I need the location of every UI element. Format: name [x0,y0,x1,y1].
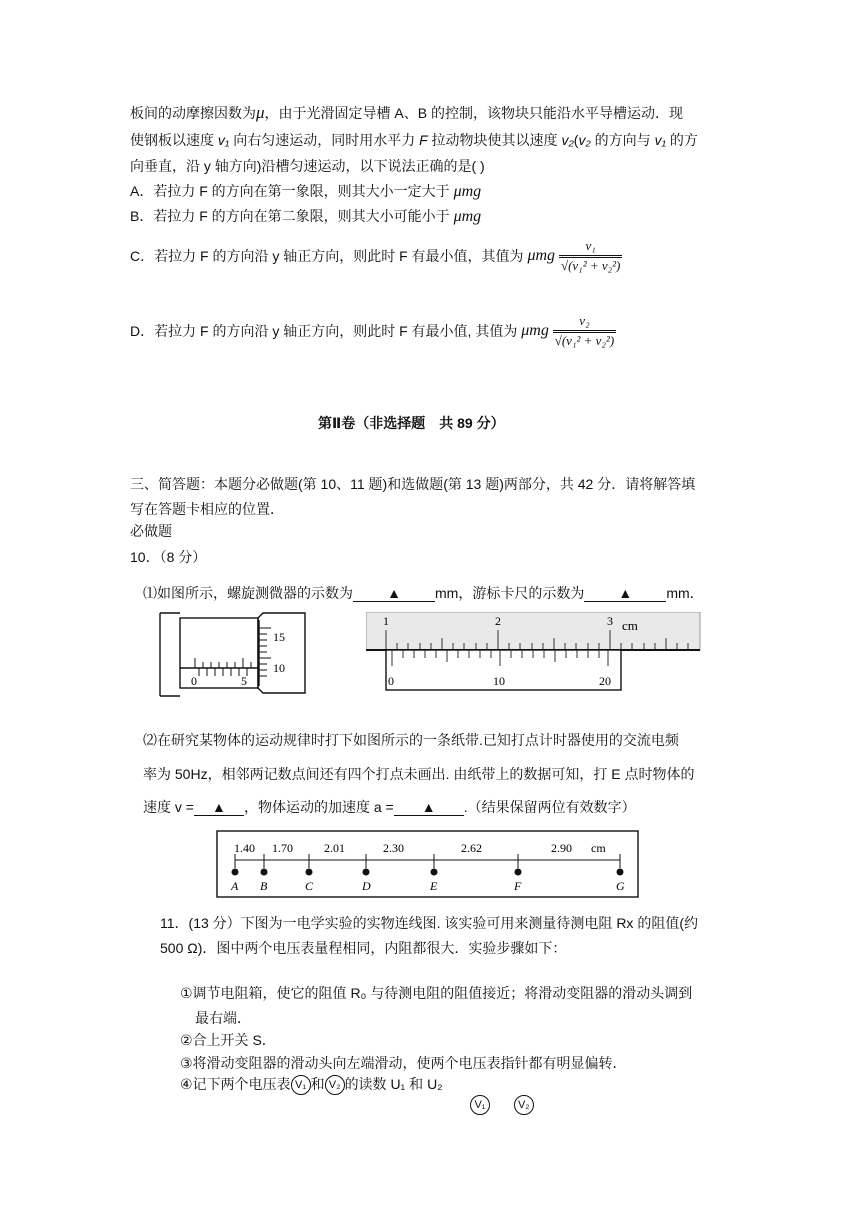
q10-part2-line2: 率为 50Hz，相邻两记数点间还有四个打点未画出. 由纸带上的数据可知，打 E 点时物体的 [143,766,695,782]
q11-step3: ③将滑动变阻器的滑动头向左端滑动，使两个电压表指针都有明显偏转． [180,1055,627,1071]
blank-caliper: ▲ [584,585,666,602]
svg-text:1.40: 1.40 [234,841,255,855]
svg-text:2: 2 [495,614,501,628]
svg-text:cm: cm [622,618,638,633]
svg-text:A: A [231,879,239,893]
q11-line2: 500 Ω)．图中两个电压表量程相同，内阻都很大．实验步骤如下： [160,940,567,956]
svg-text:F: F [514,879,522,893]
svg-text:3: 3 [607,614,613,628]
q10-part2-line1: ⑵在研究某物体的运动规律时打下如图所示的一条纸带.已知打点计时器使用的交流电频 [143,732,679,748]
svg-text:B: B [260,879,268,893]
q11-step4: ④记下两个电压表 V₁ 和 V₂ 的读数 U₁ 和 U₂ [180,1074,443,1095]
q9-line1: 板间的动摩擦因数为μ，由于光滑固定导槽 A、B 的控制，该物块只能沿水平导槽运动．现 [130,103,684,122]
paper-tape-figure [216,830,640,900]
svg-text:15: 15 [273,630,285,644]
voltmeter-v2-icon: V₂ [514,1095,534,1115]
voltmeter-v1-icon: V₁ [291,1075,311,1095]
q9-option-b: B．若拉力 F 的方向在第二象限，则其大小可能小于 μmg [130,208,482,225]
svg-text:2.90: 2.90 [551,841,572,855]
q9-line3: 向垂直，沿 y 轴方向)沿槽匀速运动，以下说法正确的是( ) [130,158,485,174]
q9-line2: 使钢板以速度 v₁ 向右匀速运动，同时用水平力 F 拉动物块使其以速度 v₂(v₂ 的方向与 v₁ 的方 [130,132,698,148]
vernier-caliper-figure [366,612,702,694]
voltmeter-v2-icon: V₂ [325,1075,345,1095]
fraction-d: $\frac{\text{v₂}}{\text{√(v₁² + v₂²)}}$ [554,313,615,348]
q9-option-a: A．若拉力 F 的方向在第一象限，则其大小一定大于 μmg [130,183,482,200]
svg-text:0: 0 [388,674,394,688]
svg-text:1: 1 [383,614,389,628]
svg-text:20: 20 [599,674,611,688]
svg-text:2.30: 2.30 [383,841,404,855]
q10-part2-line3: 速度 v = ▲ ，物体运动的加速度 a = ▲ .（结果保留两位有效数字） [143,799,636,815]
blank-acceleration: ▲ [394,799,464,816]
svg-text:C: C [305,879,314,893]
q10-part1: ⑴如图所示，螺旋测微器的示数为 ▲ mm，游标卡尺的示数为 ▲ mm． [143,585,704,601]
fraction-c: $\frac{\text{v₁}}{\text{√(v₁² + v₂²)}}$ [560,238,621,273]
q11-step2: ②合上开关 S． [180,1032,276,1048]
q9-option-d: D．若拉力 F 的方向沿 y 轴正方向，则此时 F 有最小值, 其值为 μmg $\frac{\text{v₂}}{\text{√(v₁² + v₂²)}}$ [130,313,615,348]
blank-micrometer: ▲ [353,585,435,602]
blank-velocity: ▲ [194,799,244,816]
section3-line3: 必做题 [130,523,172,539]
svg-text:cm: cm [591,841,606,855]
voltmeter-labels [470,1095,534,1115]
q11-step1b: 最右端． [195,1010,251,1026]
q9-option-c: C．若拉力 F 的方向沿 y 轴正方向，则此时 F 有最小值，其值为 μmg $\frac{\text{v₁}}{\text{√(v₁² + v₂²)}}$ [130,238,621,273]
svg-text:0: 0 [191,674,197,688]
q10-heading: 10．（8 分） [130,549,207,565]
svg-text:2.62: 2.62 [461,841,482,855]
svg-text:D: D [362,879,371,893]
svg-text:1.70: 1.70 [272,841,293,855]
svg-text:2.01: 2.01 [324,841,345,855]
section2-title: 第Ⅱ卷（非选择题 共 89 分） [318,415,505,431]
svg-text:10: 10 [493,674,505,688]
section3-line2: 写在答题卡相应的位置． [130,501,284,517]
section3-line1: 三、简答题：本题分必做题(第 10、11 题)和选做题(第 13 题)两部分，共 42 分．请将解答填 [130,476,696,492]
svg-text:5: 5 [241,674,247,688]
svg-text:G: G [616,879,625,893]
voltmeter-v1-icon: V₁ [470,1095,490,1115]
svg-text:E: E [430,879,438,893]
micrometer-figure [155,608,315,703]
q11-line1: 11．(13 分）下图为一电学实验的实物连线图. 该实验可用来测量待测电阻 Rx 的阻值(约 [160,915,698,931]
svg-text:10: 10 [273,661,285,675]
q11-step1a: ①调节电阻箱，使它的阻值 R₀ 与待测电阻的阻值接近；将滑动变阻器的滑动头调到 [180,985,693,1001]
